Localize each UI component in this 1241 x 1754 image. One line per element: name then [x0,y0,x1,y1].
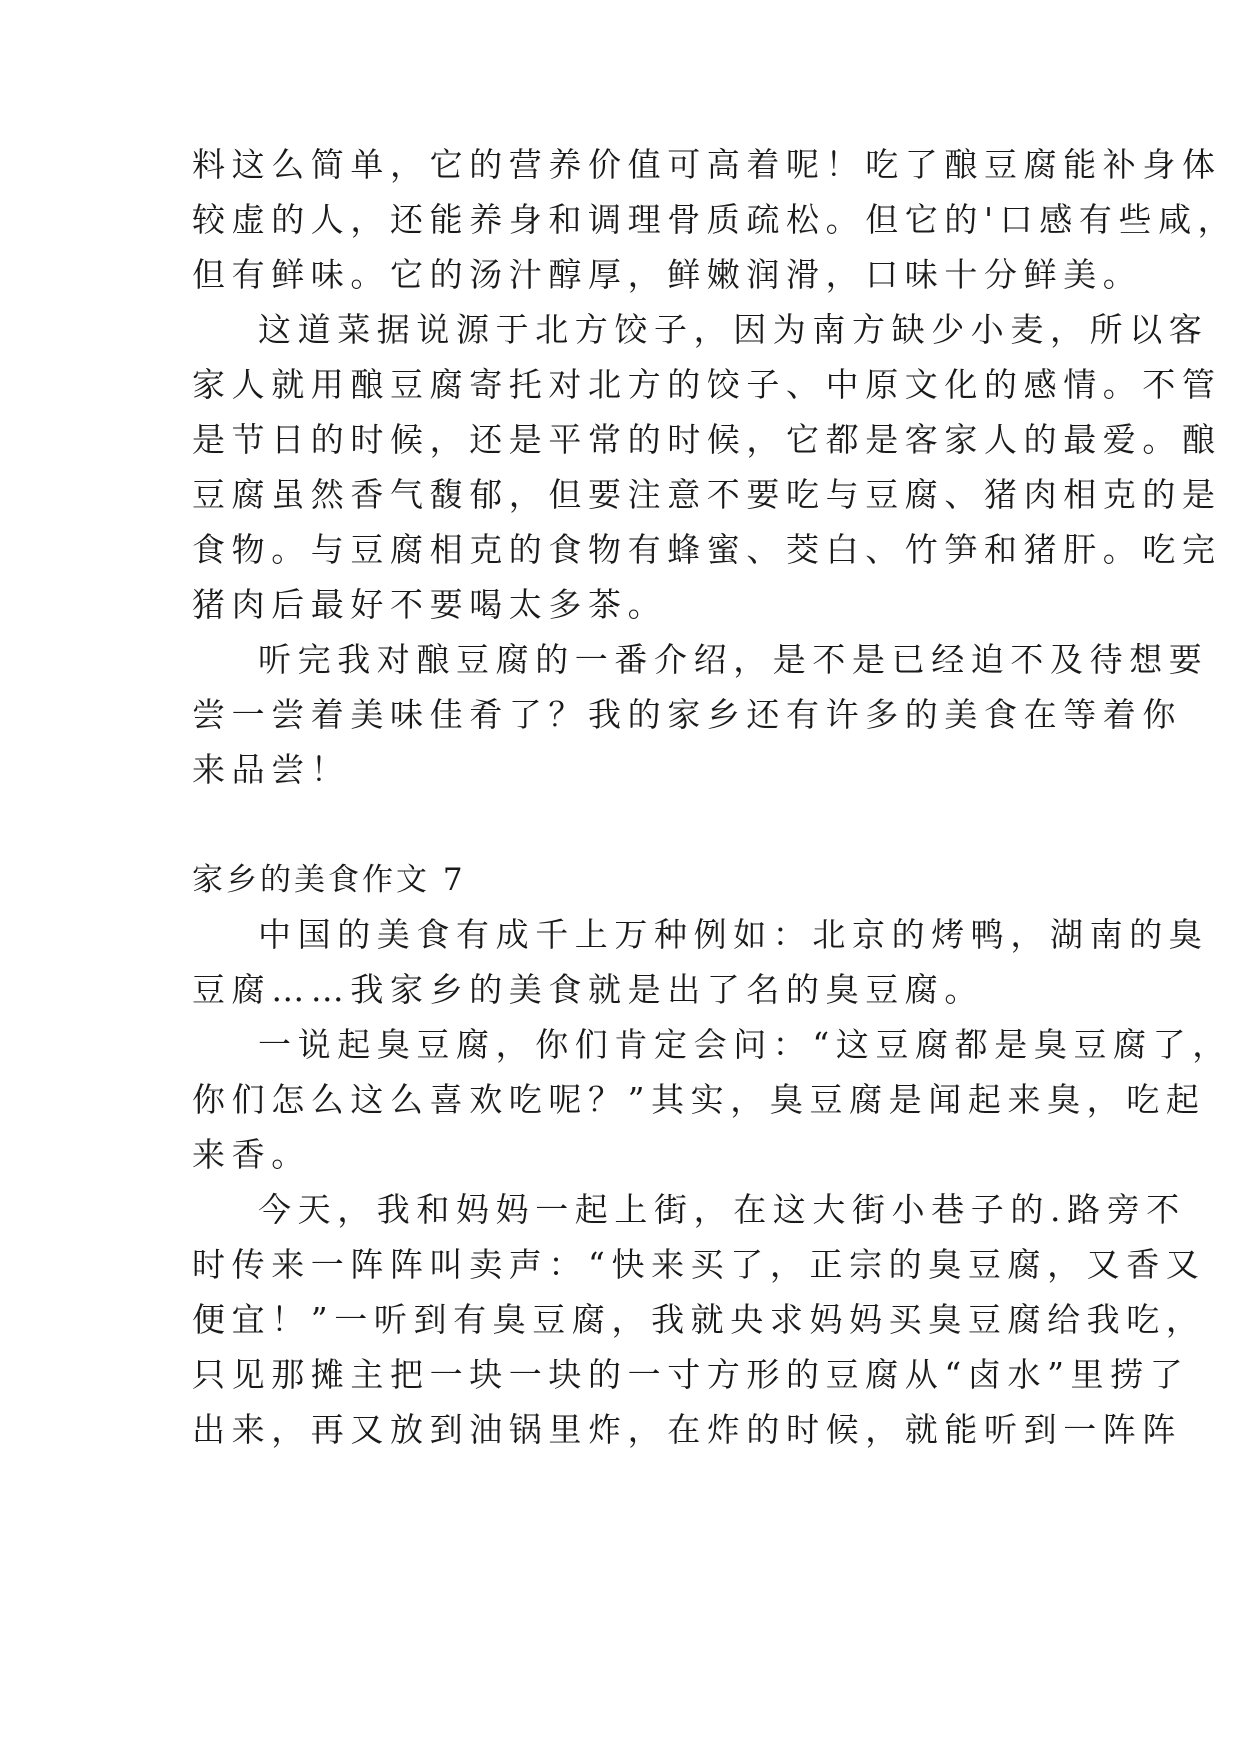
paragraph-first-line: 今天，我和妈妈一起上街，在这大街小巷子的.路旁不 [258,1190,1186,1229]
text-line: 较虚的人，还能养身和调理骨质疏松。但它的'口感有些咸， [192,200,1238,239]
text-line: 家人就用酿豆腐寄托对北方的饺子、中原文化的感情。不管 [192,365,1222,404]
paragraph-first-line: 这道菜据说源于北方饺子，因为南方缺少小麦，所以客 [258,310,1209,349]
text-line: 只见那摊主把一块一块的一寸方形的豆腐从“卤水”里捞了 [192,1355,1190,1394]
text-line: 食物。与豆腐相克的食物有蜂蜜、茭白、竹笋和猪肝。吃完 [192,530,1222,569]
text-line: 来品尝！ [192,750,351,789]
text-line: 猪肉后最好不要喝太多茶。 [192,585,668,624]
text-line: 豆腐虽然香气馥郁，但要注意不要吃与豆腐、猪肉相克的是 [192,475,1222,514]
text-line: 时传来一阵阵叫卖声：“快来买了，正宗的臭豆腐，又香又 [192,1245,1206,1284]
paragraph-first-line: 听完我对酿豆腐的一番介绍，是不是已经迫不及待想要 [258,640,1209,679]
section-heading: 家乡的美食作文 7 [192,862,466,898]
text-line: 料这么简单，它的营养价值可高着呢！吃了酿豆腐能补身体 [192,145,1222,184]
text-line: 出来，再又放到油锅里炸，在炸的时候，就能听到一阵阵 [192,1410,1182,1449]
paragraph-first-line: 一说起臭豆腐，你们肯定会问：“这豆腐都是臭豆腐了， [258,1025,1232,1064]
paragraph-first-line: 中国的美食有成千上万种例如：北京的烤鸭，湖南的臭 [258,915,1209,954]
text-line: 尝一尝着美味佳肴了？我的家乡还有许多的美食在等着你 [192,695,1182,734]
text-line: 但有鲜味。它的汤汁醇厚，鲜嫩润滑，口味十分鲜美。 [192,255,1143,294]
text-line: 来香。 [192,1135,311,1174]
text-line: 豆腐……我家乡的美食就是出了名的臭豆腐。 [192,970,984,1009]
text-line: 便宜！”一听到有臭豆腐，我就央求妈妈买臭豆腐给我吃， [192,1300,1206,1339]
text-line: 你们怎么这么喜欢吃呢？”其实，臭豆腐是闻起来臭，吃起 [192,1080,1206,1119]
text-line: 是节日的时候，还是平常的时候，它都是客家人的最爱。酿 [192,420,1222,459]
